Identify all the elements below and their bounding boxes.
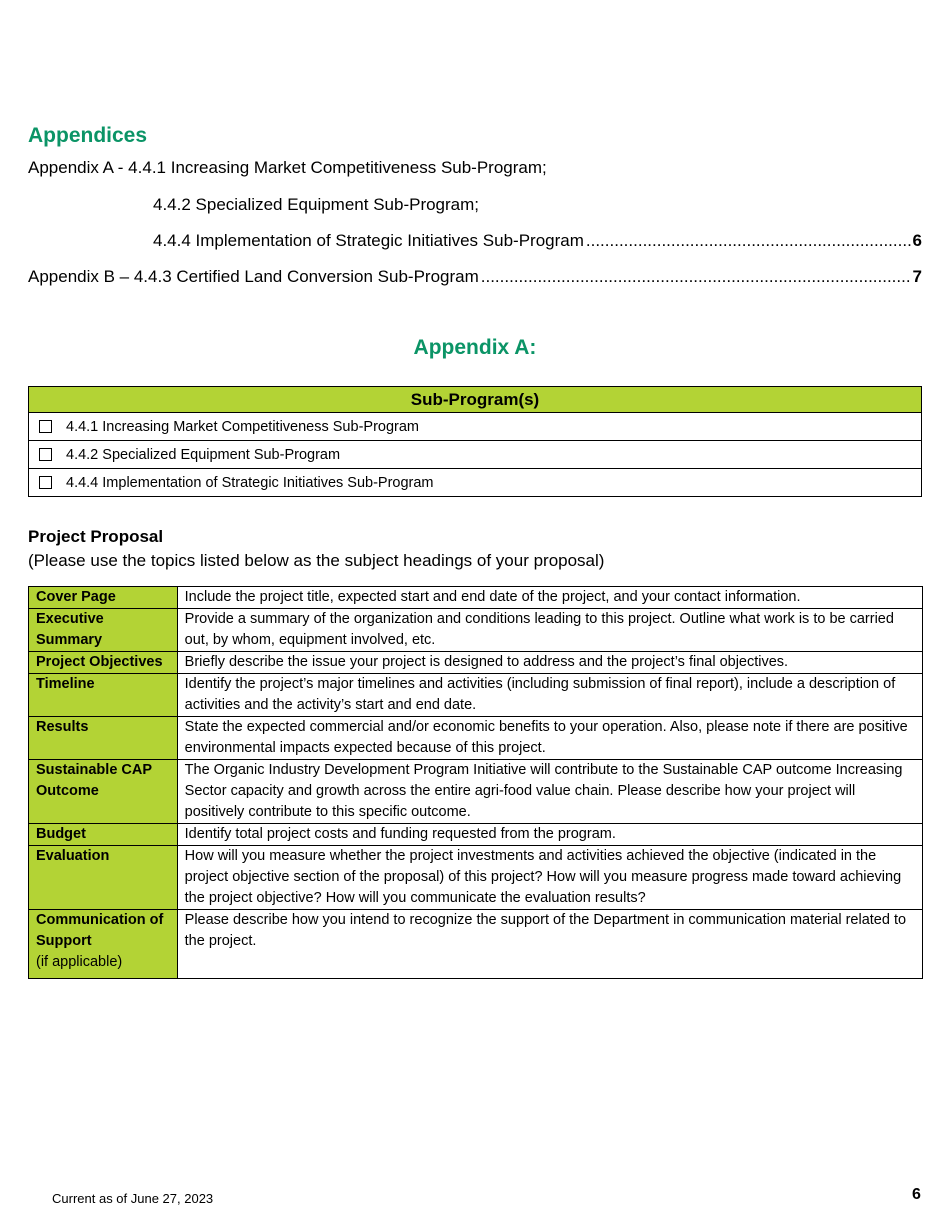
table-row <box>29 824 923 846</box>
subprogram-row <box>29 469 922 497</box>
toc-leader-dots <box>481 267 911 287</box>
topic-label: Results <box>29 717 178 760</box>
toc-entry-text: Appendix A - 4.4.1 Increasing Market Competitiveness Sub-Program; <box>28 158 547 177</box>
checkbox-icon[interactable] <box>39 448 52 461</box>
subprogram-row <box>29 413 922 441</box>
subprogram-label: 4.4.2 Specialized Equipment Sub-Program <box>66 446 341 463</box>
table-row <box>29 760 923 824</box>
table-row <box>29 846 923 910</box>
footer-date: Current as of June 27, 2023 <box>52 1191 214 1206</box>
topic-label: Evaluation <box>29 846 178 910</box>
table-row <box>29 652 923 674</box>
table-row <box>29 587 923 609</box>
topic-label: Executive Summary <box>29 609 178 652</box>
toc-page-number: 7 <box>912 267 922 286</box>
topic-description: Include the project title, expected start and end date of the project, and your contact information. <box>177 587 922 609</box>
topic-description: Briefly describe the issue your project is designed to address and the project’s final objectives. <box>177 652 922 674</box>
toc-entry-text: 4.4.4 Implementation of Strategic Initiatives Sub-Program <box>153 231 584 250</box>
subprogram-label: 4.4.1 Increasing Market Competitiveness Sub-Program <box>66 418 419 435</box>
topic-note: (if applicable) <box>36 954 123 970</box>
toc-entry-specialized-equipment[interactable] <box>153 195 479 215</box>
topic-description: The Organic Industry Development Program Initiative will contribute to the Sustainable CAP outcome Increasing Sector capacity and growth across the entire agri-food value chain. Please describe how your project will positively contribute to this specific outcome. <box>177 760 922 824</box>
proposal-topics-table <box>28 586 923 979</box>
table-row <box>29 717 923 760</box>
checkbox-icon[interactable] <box>39 420 52 433</box>
topic-description: Identify total project costs and funding requested from the program. <box>177 824 922 846</box>
topic-description: Please describe how you intend to recognize the support of the Department in communication material related to the project. <box>177 910 922 979</box>
table-row <box>29 609 923 652</box>
subprogram-table <box>28 386 922 497</box>
topic-label: Communication of Support (if applicable) <box>29 910 178 979</box>
checkbox-icon[interactable] <box>39 476 52 489</box>
appendix-a-title: Appendix A: <box>413 336 537 359</box>
toc-page-number: 6 <box>912 231 922 250</box>
toc-entry-appendix-b[interactable] <box>28 267 922 287</box>
topic-label: Cover Page <box>29 587 178 609</box>
toc-entry-strategic-initiatives[interactable] <box>153 231 922 251</box>
topic-label: Timeline <box>29 674 178 717</box>
project-proposal-subheading: (Please use the topics listed below as the subject headings of your proposal) <box>28 551 605 570</box>
subprogram-label: 4.4.4 Implementation of Strategic Initiatives Sub-Program <box>66 474 434 491</box>
topic-description: How will you measure whether the project investments and activities achieved the objective (indicated in the project objective section of the proposal) of this project? How will you measure progress made toward achieving the project objective? How will you communicate the evaluation results? <box>177 846 922 910</box>
appendices-heading: Appendices <box>28 124 148 147</box>
topic-description: Provide a summary of the organization and conditions leading to this project. Outline what work is to be carried out, by whom, equipment involved, etc. <box>177 609 922 652</box>
toc-leader-dots <box>586 231 911 251</box>
topic-label: Project Objectives <box>29 652 178 674</box>
toc-entry-appendix-a[interactable] <box>28 158 547 178</box>
project-proposal-heading: Project Proposal <box>28 527 164 546</box>
toc-entry-text: 4.4.2 Specialized Equipment Sub-Program; <box>153 195 480 214</box>
subprogram-row <box>29 441 922 469</box>
table-row <box>29 674 923 717</box>
topic-label: Sustainable CAP Outcome <box>29 760 178 824</box>
toc-entry-text: Appendix B – 4.4.3 Certified Land Conversion Sub-Program <box>28 267 479 286</box>
topic-description: State the expected commercial and/or economic benefits to your operation. Also, please note if there are positive environmental impacts expected because of this project. <box>177 717 922 760</box>
topic-description: Identify the project’s major timelines and activities (including submission of final report), include a description of activities and the activity’s start and end date. <box>177 674 922 717</box>
subprogram-table-header: Sub-Program(s) <box>29 387 922 413</box>
page-number: 6 <box>912 1186 921 1203</box>
table-row <box>29 910 923 979</box>
topic-label: Budget <box>29 824 178 846</box>
